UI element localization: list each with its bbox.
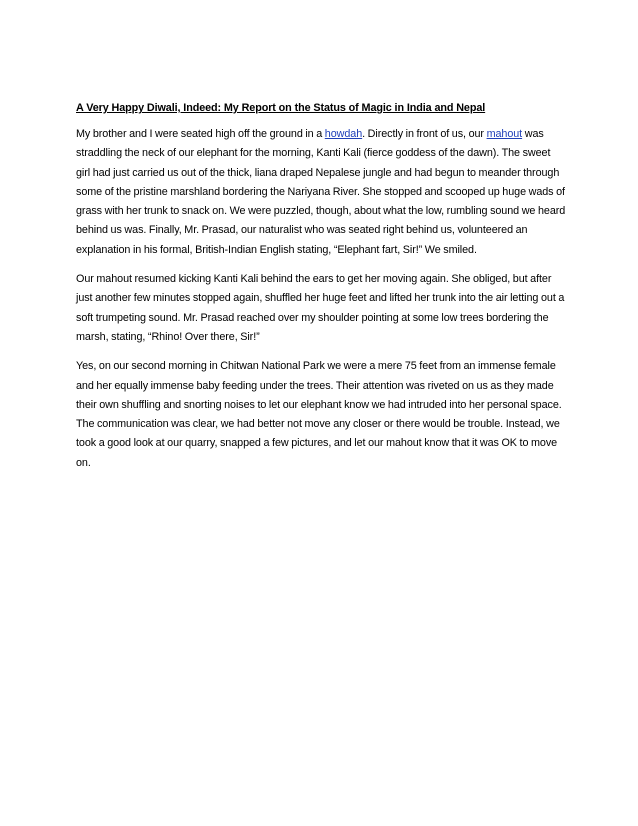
paragraph-1	[76, 125, 566, 260]
paragraph-3: Yes, on our second morning in Chitwan National Park we were a mere 75 feet from an immense female and her equally immense baby feeding under the trees. Their attention was riveted on us as they made their own shuffling and snorting noises to let our elephant know we had intruded into her personal space. The communication was clear, we had better not move any closer or there would be trouble. Instead, we took a good look at our quarry, snapped a few pictures, and let our mahout know that it was OK to move on.	[76, 360, 562, 469]
paragraph-2: Our mahout resumed kicking Kanti Kali behind the ears to get her moving again. She obliged, but after just another few minutes stopped again, shuffled her huge feet and lifted her trunk into the air letting out a soft trumpeting sound. Mr. Prasad reached over my shoulder pointing at some low trees bordering the marsh, stating, “Rhino! Over there, Sir!”	[76, 273, 565, 343]
paragraph-1-text-a: My brother and I were seated high off the ground in a	[76, 128, 325, 140]
paragraph-1-text-b: . Directly in front of us, our	[362, 128, 487, 140]
howdah-link[interactable]: howdah	[324, 128, 363, 140]
document-page	[76, 101, 566, 483]
paragraph-1-text-c: was straddling the neck of our elephant for the morning, Kanti Kali (fierce goddess of the dawn). The sweet girl had just carried us out of the thick, liana draped Nepalese jungle and had begun to meander through some of the pristine marshland bordering the Nariyana River. She stopped and scooped up huge wads of grass with her trunk to snack on. We were puzzled, though, about what the low, rumbling sound we heard behind us was. Finally, Mr. Prasad, our naturalist who was seated right behind us, volunteered an explanation in his formal, British-Indian English stating, “Elephant fart, Sir!” We smiled.	[76, 128, 566, 256]
document-title: A Very Happy Diwali, Indeed: My Report on the Status of Magic in India and Nepal	[76, 102, 486, 114]
mahout-link[interactable]: mahout	[486, 128, 523, 140]
